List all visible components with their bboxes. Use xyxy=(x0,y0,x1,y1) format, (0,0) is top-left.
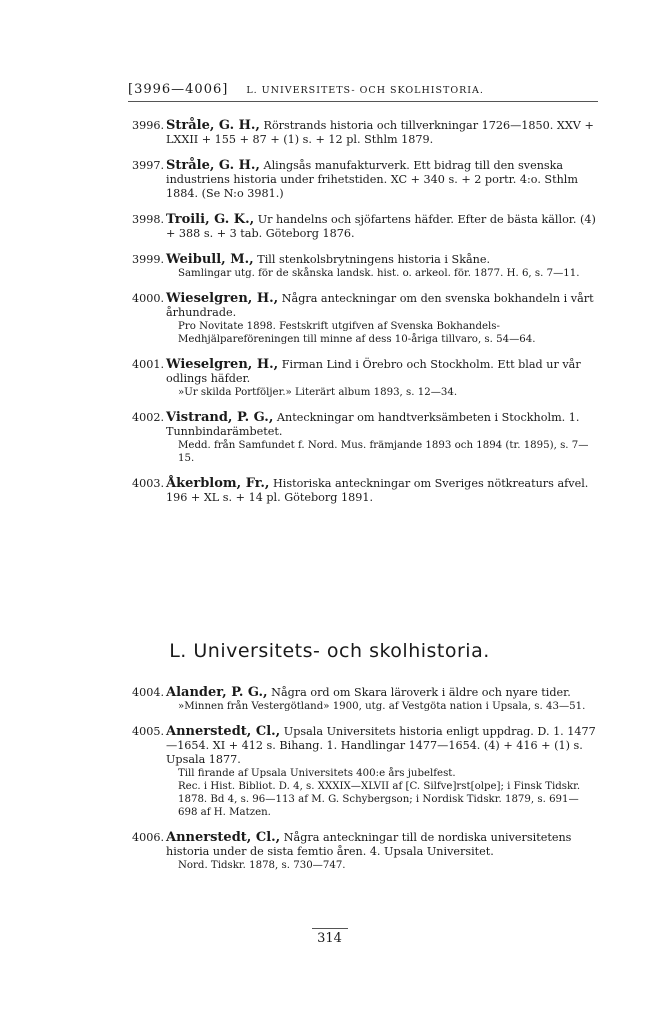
entry-list-top xyxy=(128,119,598,517)
entry-number: 4006. xyxy=(132,831,165,844)
entry-number: 4000. xyxy=(132,292,165,305)
bibliography-entry xyxy=(128,725,598,819)
entry-author: Wieselgren, H., xyxy=(166,357,279,372)
bibliography-entry xyxy=(128,159,598,201)
entry-number: 3997. xyxy=(132,159,165,172)
entry-number: 4004. xyxy=(132,686,165,699)
bibliography-entry xyxy=(128,831,598,872)
bibliography-entry xyxy=(128,292,598,346)
section-title: L. Universitets- och skolhistoria. xyxy=(169,640,490,662)
entry-title: Firman Lind i Örebro och Stockholm. Ett blad ur vår odlings häfder. xyxy=(166,358,581,385)
entry-note: Pro Novitate 1898. Festskrift utgifven af Svenska Bokhandels-Medhjälpareföreningen till minne af dess 10-åriga tillvaro, s. 54—64. xyxy=(178,321,536,345)
page-number xyxy=(0,928,659,946)
entry-note: »Ur skilda Portföljer.» Literärt album 1893, s. 12—34. xyxy=(178,387,458,398)
entry-body xyxy=(166,358,598,386)
bibliography-entry xyxy=(128,686,598,713)
entry-body xyxy=(166,213,598,241)
entry-title: Några anteckningar om den svenska bokhandeln i vårt århundrade. xyxy=(166,292,594,319)
entry-list-bottom xyxy=(128,686,598,884)
entry-author: Vistrand, P. G., xyxy=(166,410,274,425)
entry-body xyxy=(166,119,598,147)
entry-author: Annerstedt, Cl., xyxy=(166,724,281,739)
entry-body xyxy=(166,411,598,439)
entry-title: Ur handelns och sjöfartens häfder. Efter de bästa källor. (4) + 388 s. + 3 tab. Göteborg 1876. xyxy=(166,213,596,240)
entry-body xyxy=(166,725,598,767)
entry-title: Alingsås manufakturverk. Ett bidrag till den svenska industriens historia under frihetstiden. XC + 340 s. + 2 portr. 4:o. Sthlm 1884. (Se N:o 3981.) xyxy=(166,159,578,200)
entry-author: Stråle, G. H., xyxy=(166,158,260,173)
entry-author: Stråle, G. H., xyxy=(166,118,260,133)
entry-body xyxy=(166,253,598,267)
entry-number: 3996. xyxy=(132,119,165,132)
running-header xyxy=(128,82,598,102)
page-number-text: 314 xyxy=(312,928,348,946)
entry-author: Wieselgren, H., xyxy=(166,291,279,306)
entry-note: »Minnen från Vestergötland» 1900, utg. af Vestgöta nation i Upsala, s. 43—51. xyxy=(178,701,586,712)
entry-title: Några anteckningar till de nordiska universitetens historia under de sista femtio åren. 4. Upsala Universitet. xyxy=(166,831,572,858)
bibliography-entry xyxy=(128,253,598,280)
entry-note: Till firande af Upsala Universitets 400:e års jubelfest. xyxy=(178,768,456,779)
entry-number: 4001. xyxy=(132,358,165,371)
entry-author: Annerstedt, Cl., xyxy=(166,830,281,845)
entry-title: Historiska anteckningar om Sveriges nötkreaturs afvel. 196 + XL s. + 14 pl. Göteborg 1891. xyxy=(166,477,589,504)
entry-author: Weibull, M., xyxy=(166,252,254,267)
entry-note: Samlingar utg. för de skånska landsk. hist. o. arkeol. för. 1877. H. 6, s. 7—11. xyxy=(178,268,580,279)
entry-author: Alander, P. G., xyxy=(166,685,268,700)
entry-title: Några ord om Skara läroverk i äldre och nyare tider. xyxy=(271,686,571,699)
entry-body xyxy=(166,831,598,859)
entry-author: Troili, G. K., xyxy=(166,212,255,227)
entry-number: 4002. xyxy=(132,411,165,424)
running-title: L. UNIVERSITETS- OCH SKOLHISTORIA. xyxy=(246,85,484,96)
bibliography-entry xyxy=(128,477,598,505)
entry-note: Medd. från Samfundet f. Nord. Mus. främjande 1893 och 1894 (tr. 1895), s. 7—15. xyxy=(178,440,589,464)
entry-title: Anteckningar om handtverksämbeten i Stockholm. 1. Tunnbindarämbetet. xyxy=(166,411,580,438)
entry-note: Nord. Tidskr. 1878, s. 730—747. xyxy=(178,860,346,871)
bibliography-entry xyxy=(128,119,598,147)
entry-author: Åkerblom, Fr., xyxy=(166,476,270,491)
entry-number: 4003. xyxy=(132,477,165,490)
entry-range: [3996—4006] xyxy=(128,82,229,97)
entry-title: Till stenkolsbrytningens historia i Skåne. xyxy=(257,253,491,266)
bibliography-entry xyxy=(128,213,598,241)
entry-body xyxy=(166,159,598,201)
entry-body xyxy=(166,686,598,700)
entry-body xyxy=(166,292,598,320)
entry-note: Rec. i Hist. Bibliot. D. 4, s. XXXIX—XLVII af [C. Silfve]rst[olpe]; i Finsk Tidskr. 1878. Bd 4, s. 96—113 af M. G. Schybergson; i Nordisk Tidskr. 1879, s. 691—698 af H. Matzen. xyxy=(178,781,581,818)
entry-number: 3999. xyxy=(132,253,165,266)
bibliography-entry xyxy=(128,411,598,465)
bibliography-entry xyxy=(128,358,598,399)
entry-body xyxy=(166,477,598,505)
entry-number: 3998. xyxy=(132,213,165,226)
entry-title: Rörstrands historia och tillverkningar 1726—1850. XXV + LXXII + 155 + 87 + (1) s. + 12 pl. Sthlm 1879. xyxy=(166,119,594,146)
entry-title: Upsala Universitets historia enligt uppdrag. D. 1. 1477—1654. XI + 412 s. Bihang. 1. Handlingar 1477—1654. (4) + 416 + (1) s. Upsala 1877. xyxy=(166,725,596,766)
entry-number: 4005. xyxy=(132,725,165,738)
